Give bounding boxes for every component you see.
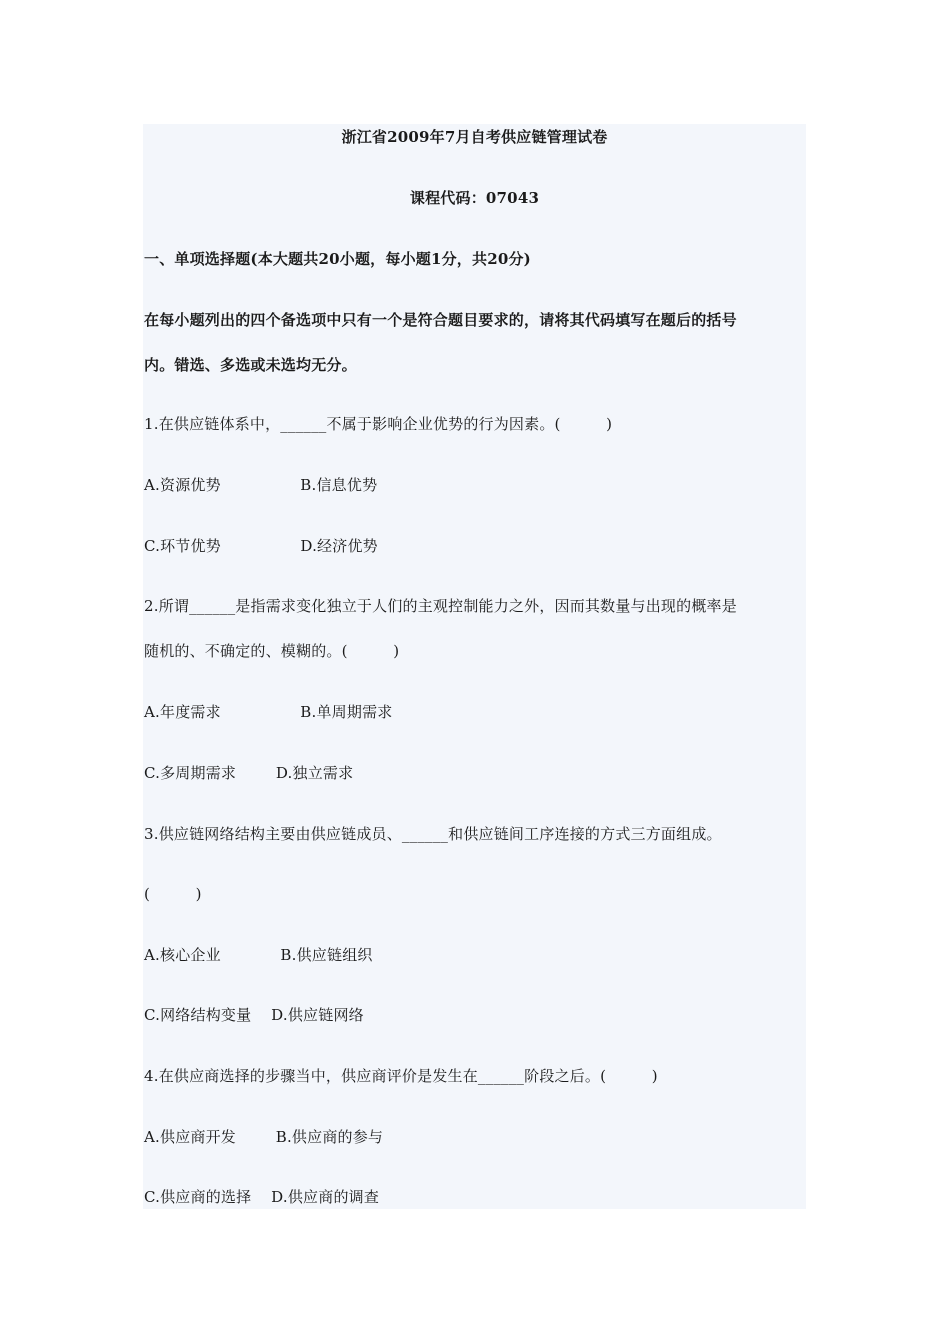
section-heading: 一、单项选择题(本大题共20小题，每小题1分，共20分) — [144, 250, 531, 268]
question-2-stem-line-2: 随机的、不确定的、模糊的。( ) — [144, 642, 400, 660]
question-3-options-cd: C.网络结构变量 D.供应链网络 — [144, 1006, 364, 1024]
question-3-stem-line-1: 3.供应链网络结构主要由供应链成员、______和供应链间工序连接的方式三方面组成。 — [144, 825, 722, 843]
question-2-options-ab: A.年度需求 B.单周期需求 — [144, 703, 393, 721]
question-4-stem: 4.在供应商选择的步骤当中，供应商评价是发生在______阶段之后。( ) — [144, 1067, 658, 1085]
question-4-options-cd: C.供应商的选择 D.供应商的调查 — [144, 1188, 380, 1206]
instructions-line-1: 在每小题列出的四个备选项中只有一个是符合题目要求的，请将其代码填写在题后的括号 — [144, 311, 737, 329]
course-code: 课程代码：07043 — [409, 189, 540, 207]
question-4-options-ab: A.供应商开发 B.供应商的参与 — [144, 1128, 384, 1146]
instructions-line-2: 内。错选、多选或未选均无分。 — [144, 356, 357, 374]
question-2-stem-line-1: 2.所谓______是指需求变化独立于人们的主观控制能力之外，因而其数量与出现的概率是 — [144, 597, 737, 615]
question-3-stem-line-2: ( ) — [144, 885, 202, 903]
document-panel — [143, 124, 806, 1209]
question-1-options-cd: C.环节优势 D.经济优势 — [144, 537, 378, 555]
document-title: 浙江省2009年7月自考供应链管理试卷 — [341, 128, 608, 146]
question-1-stem: 1.在供应链体系中，______不属于影响企业优势的行为因素。( ) — [144, 415, 613, 433]
question-1-options-ab: A.资源优势 B.信息优势 — [144, 476, 378, 494]
question-3-options-ab: A.核心企业 B.供应链组织 — [144, 946, 373, 964]
question-2-options-cd: C.多周期需求 D.独立需求 — [144, 764, 354, 782]
